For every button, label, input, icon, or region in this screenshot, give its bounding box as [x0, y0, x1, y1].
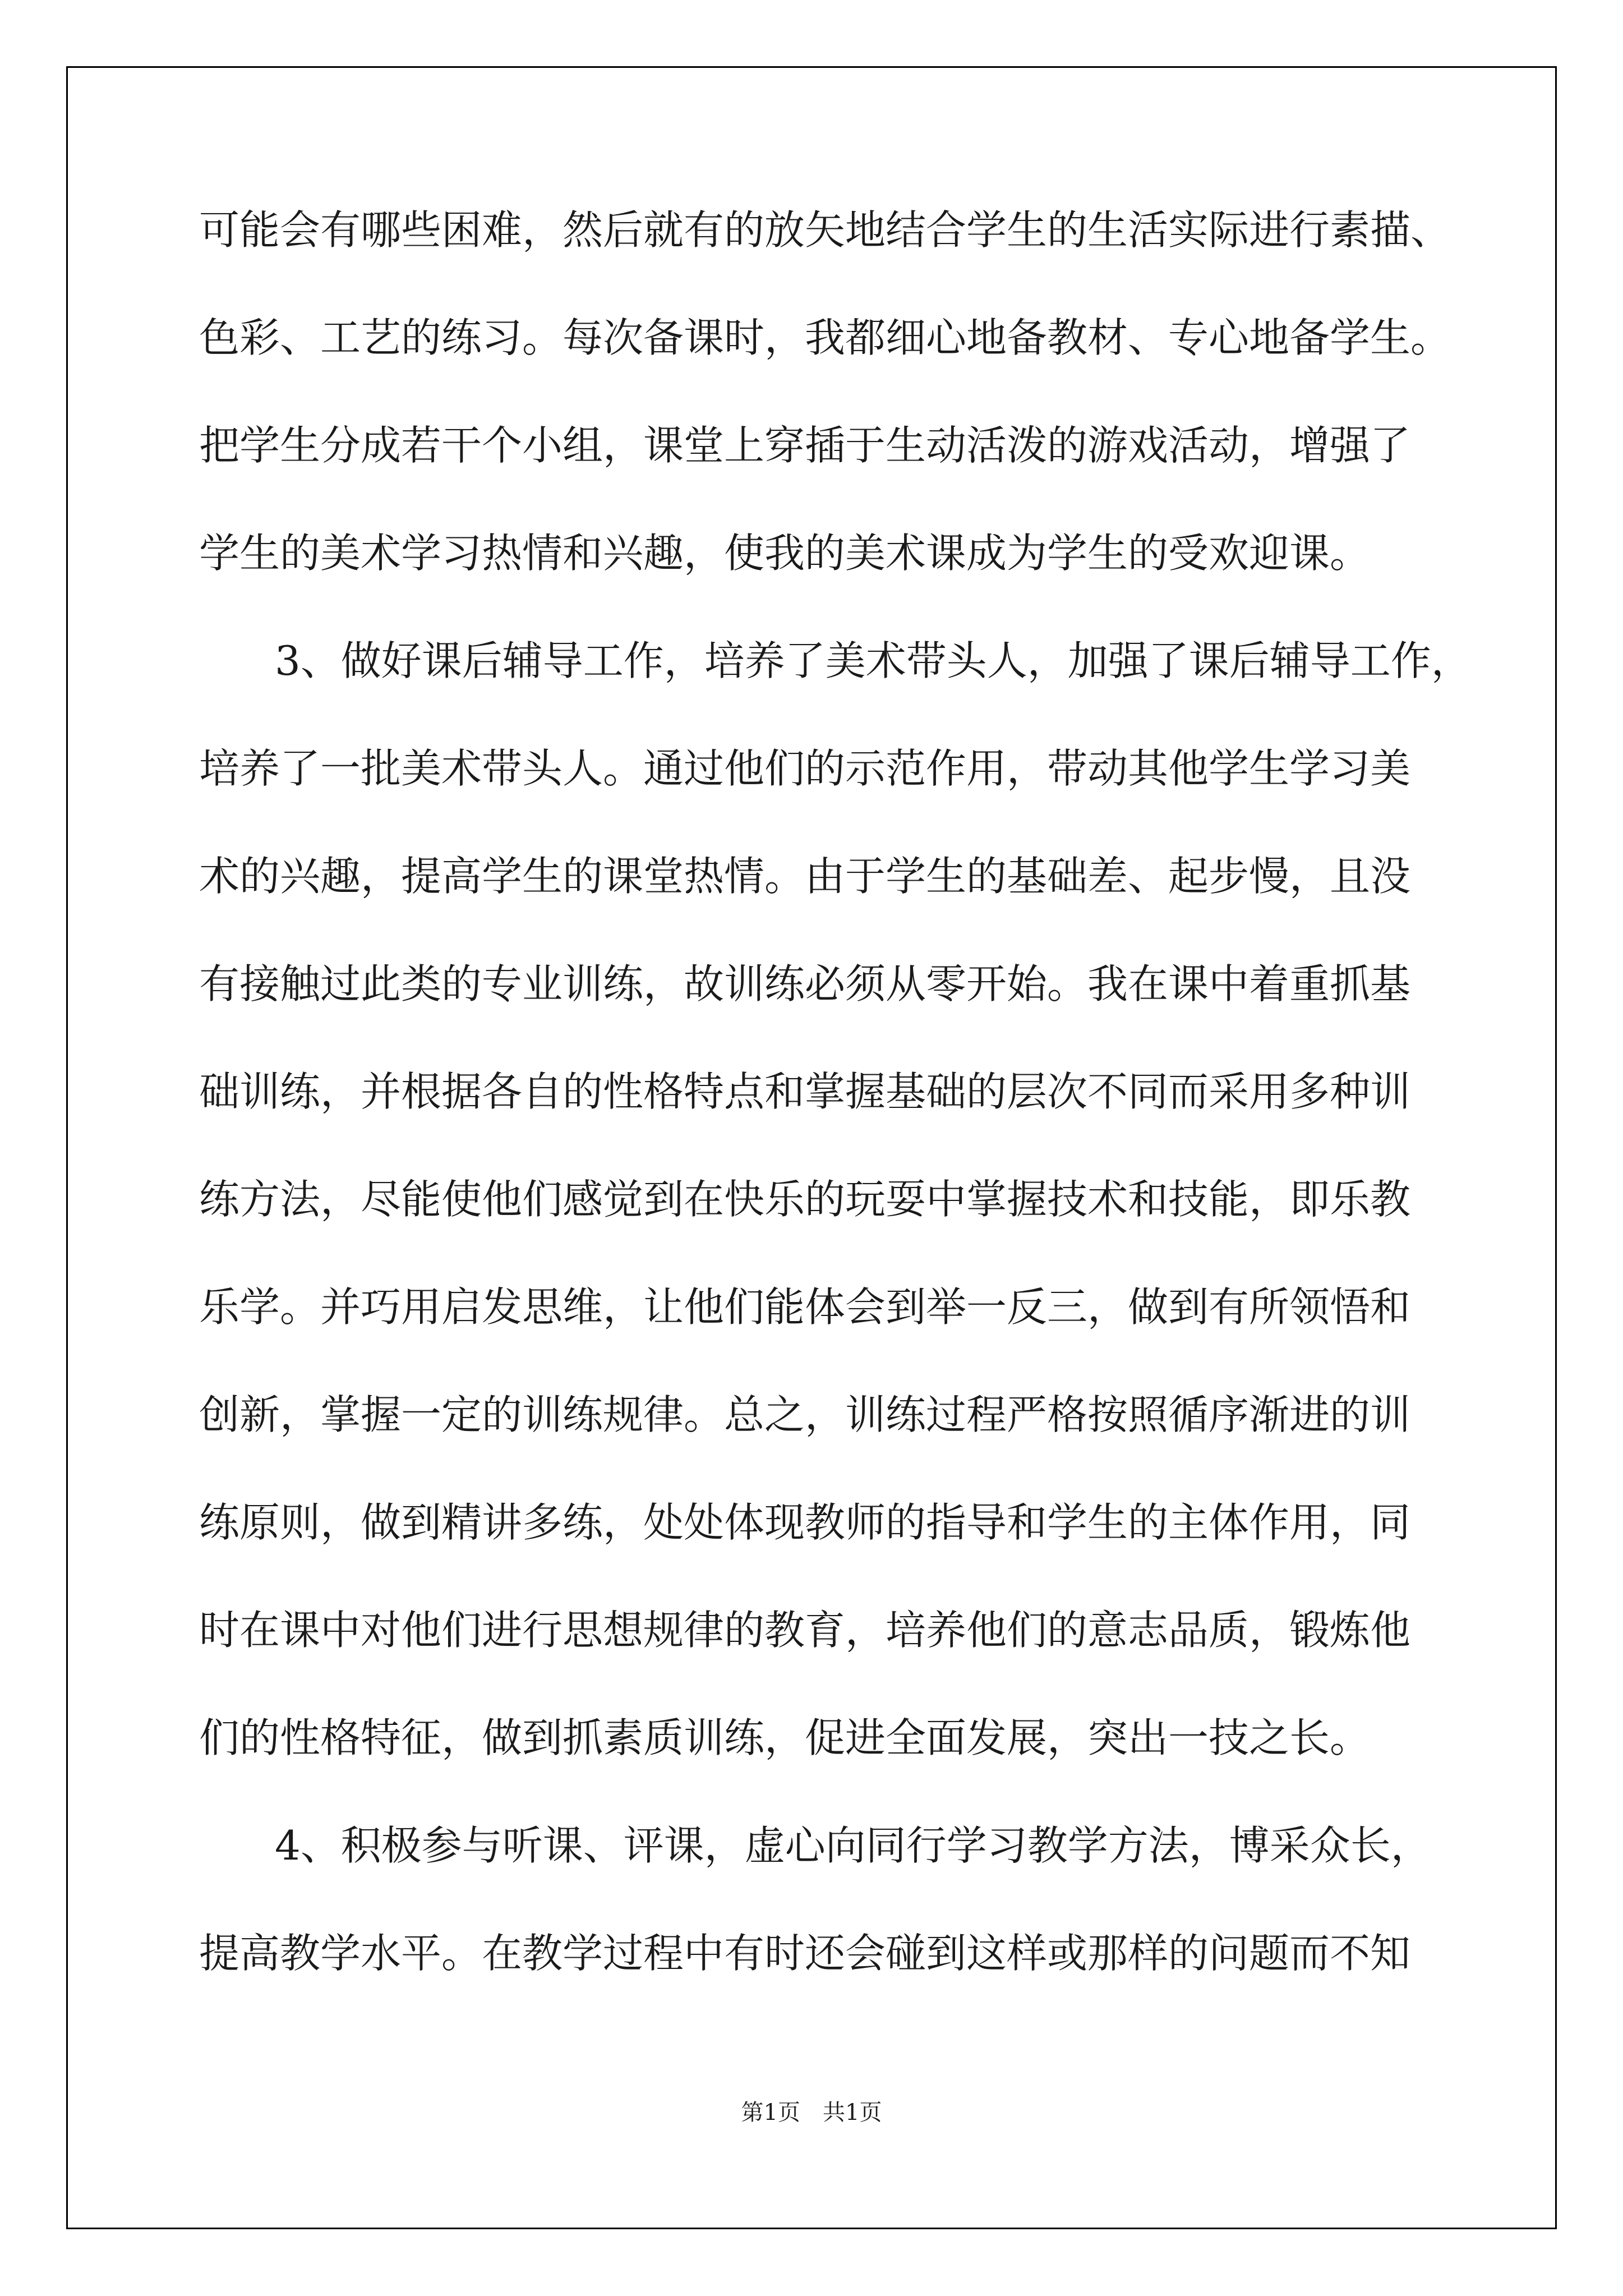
text-line: 练原则，做到精讲多练，处处体现教师的指导和学生的主体作用，同: [199, 1499, 1411, 1546]
text-line: 可能会有哪些困难，然后就有的放矢地结合学生的生活实际进行素描、: [199, 206, 1451, 254]
paragraph-start-line: 4、积极参与听课、评课，虚心向同行学习教学方法，博采众长，: [275, 1822, 1431, 1869]
text-line: 创新，掌握一定的训练规律。总之，训练过程严格按照循序渐进的训: [199, 1391, 1411, 1438]
text-line: 时在课中对他们进行思想规律的教育，培养他们的意志品质，锻炼他: [199, 1607, 1411, 1654]
text-line: 培养了一批美术带头人。通过他们的示范作用，带动其他学生学习美: [199, 745, 1411, 792]
page-border: [66, 66, 1557, 2229]
text-line: 乐学。并巧用启发思维，让他们能体会到举一反三，做到有所领悟和: [199, 1283, 1411, 1331]
text-line: 学生的美术学习热情和兴趣，使我的美术课成为学生的受欢迎课。: [199, 530, 1371, 577]
text-line: 们的性格特征，做到抓素质训练，促进全面发展，突出一技之长。: [199, 1714, 1371, 1761]
page-number-footer: 第1页 共1页: [741, 2100, 882, 2125]
text-line: 础训练，并根据各自的性格特点和掌握基础的层次不同而采用多种训: [199, 1068, 1411, 1115]
text-line: 提高教学水平。在教学过程中有时还会碰到这样或那样的问题而不知: [199, 1930, 1411, 1977]
text-line: 色彩、工艺的练习。每次备课时，我都细心地备教材、专心地备学生。: [199, 314, 1451, 361]
text-line: 把学生分成若干个小组，课堂上穿插于生动活泼的游戏活动，增强了: [199, 422, 1411, 469]
text-line: 练方法，尽能使他们感觉到在快乐的玩耍中掌握技术和技能，即乐教: [199, 1176, 1411, 1223]
paragraph-start-line: 3、做好课后辅导工作，培养了美术带头人，加强了课后辅导工作，: [275, 637, 1472, 684]
text-line: 术的兴趣，提高学生的课堂热情。由于学生的基础差、起步慢，且没: [199, 853, 1411, 900]
text-line: 有接触过此类的专业训练，故训练必须从零开始。我在课中着重抓基: [199, 960, 1411, 1007]
